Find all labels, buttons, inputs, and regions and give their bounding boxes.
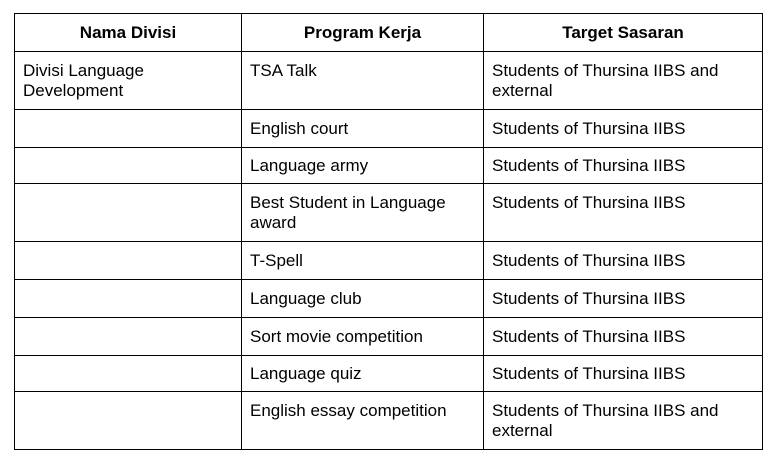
table-row	[15, 184, 763, 242]
division-cell	[15, 318, 242, 356]
table-row	[15, 392, 763, 450]
header-target-sasaran: Target Sasaran	[484, 14, 763, 52]
program-cell: Language club	[242, 280, 484, 318]
target-cell: Students of Thursina IIBS	[484, 110, 763, 148]
division-cell	[15, 110, 242, 148]
program-cell: English court	[242, 110, 484, 148]
table-row	[15, 356, 763, 392]
division-cell: Divisi Language Development	[15, 52, 242, 110]
target-cell: Students of Thursina IIBS	[484, 318, 763, 356]
header-nama-divisi: Nama Divisi	[15, 14, 242, 52]
program-cell: TSA Talk	[242, 52, 484, 110]
target-cell: Students of Thursina IIBS and external	[484, 392, 763, 450]
division-cell	[15, 242, 242, 280]
program-table	[14, 13, 763, 450]
table-row	[15, 280, 763, 318]
target-cell: Students of Thursina IIBS and external	[484, 52, 763, 110]
table-row	[15, 148, 763, 184]
target-cell: Students of Thursina IIBS	[484, 356, 763, 392]
program-cell: Best Student in Language award	[242, 184, 484, 242]
program-cell: Language quiz	[242, 356, 484, 392]
target-cell: Students of Thursina IIBS	[484, 184, 763, 242]
division-cell	[15, 356, 242, 392]
header-program-kerja: Program Kerja	[242, 14, 484, 52]
table-header-row	[15, 14, 763, 52]
table-row	[15, 110, 763, 148]
division-cell	[15, 392, 242, 450]
program-cell: Language army	[242, 148, 484, 184]
table-row	[15, 52, 763, 110]
program-cell: English essay competition	[242, 392, 484, 450]
division-cell	[15, 148, 242, 184]
target-cell: Students of Thursina IIBS	[484, 242, 763, 280]
program-cell: Sort movie competition	[242, 318, 484, 356]
division-cell	[15, 280, 242, 318]
target-cell: Students of Thursina IIBS	[484, 148, 763, 184]
table-row	[15, 318, 763, 356]
table-row	[15, 242, 763, 280]
program-cell: T-Spell	[242, 242, 484, 280]
division-cell	[15, 184, 242, 242]
target-cell: Students of Thursina IIBS	[484, 280, 763, 318]
